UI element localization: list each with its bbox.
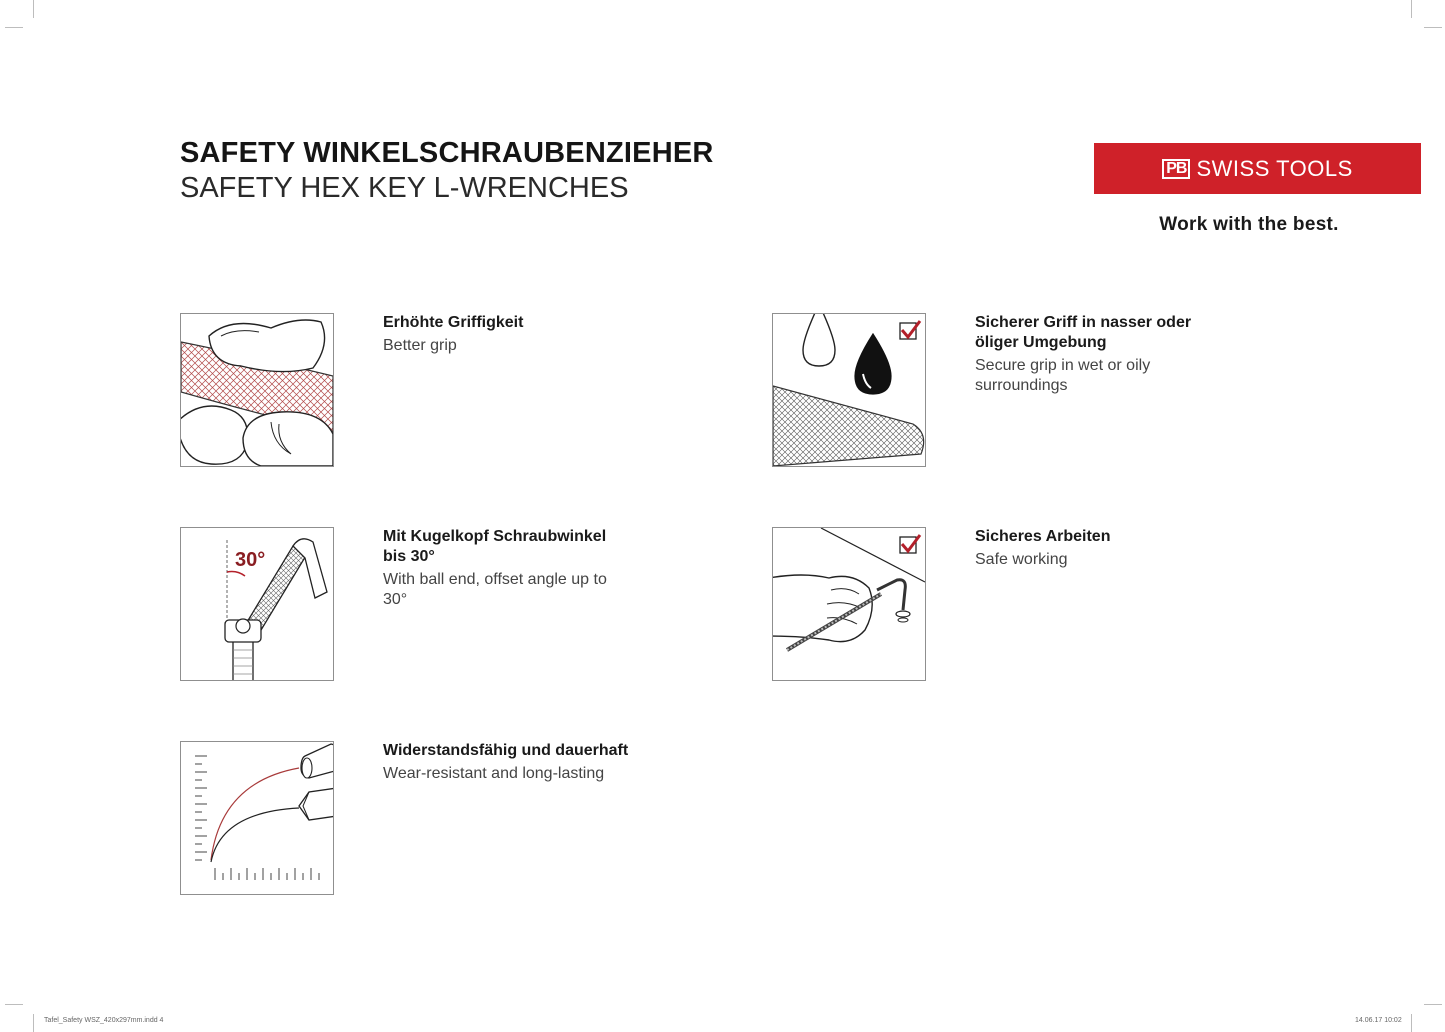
crop-mark: [33, 0, 34, 18]
page-subtitle: SAFETY HEX KEY L-WRENCHES: [180, 172, 629, 204]
crop-mark: [33, 1014, 34, 1032]
feature-heading: Sicheres Arbeiten: [975, 528, 1111, 545]
print-date-info: 14.06.17 10:02: [1355, 1017, 1402, 1024]
grip-hand-icon: [180, 313, 334, 467]
feature-subtitle: Wear-resistant and long-lasting: [383, 765, 605, 782]
feature-heading: Mit Kugelkopf Schraubwinkel bis 30°: [383, 528, 607, 565]
feature-subtitle: Secure grip in wet or oily surroundings: [975, 357, 1151, 394]
feature-subtitle: Better grip: [383, 337, 457, 354]
logo-mark: PB: [1162, 159, 1190, 179]
crop-mark: [1424, 1004, 1442, 1005]
feature-subtitle: With ball end, offset angle up to 30°: [383, 571, 607, 608]
logo-text: SWISS TOOLS: [1196, 155, 1353, 181]
feature-heading: Widerstandsfähig und dauerhaft: [383, 742, 629, 759]
print-file-info: Tafel_Safety WSZ_420x297mm.indd 4: [44, 1017, 164, 1024]
crop-mark: [5, 27, 23, 28]
feature-subtitle: Safe working: [975, 551, 1068, 568]
angle-label: 30°: [235, 549, 266, 571]
crop-mark: [1411, 0, 1412, 18]
safe-working-hand-icon: [772, 527, 926, 681]
drops-grip-icon: [772, 313, 926, 467]
wear-resistance-graph-icon: [180, 741, 334, 895]
crop-mark: [1411, 1014, 1412, 1032]
brand-logo: [1094, 143, 1421, 194]
feature-heading: Sicherer Griff in nasser oder öliger Umgebung: [975, 314, 1192, 351]
ball-end-angle-icon: [180, 527, 334, 681]
brand-slogan: Work with the best.: [1159, 214, 1339, 235]
feature-heading: Erhöhte Griffigkeit: [383, 314, 524, 331]
crop-mark: [5, 1004, 23, 1005]
page-title: SAFETY WINKELSCHRAUBENZIEHER: [180, 137, 714, 169]
crop-mark: [1424, 27, 1442, 28]
